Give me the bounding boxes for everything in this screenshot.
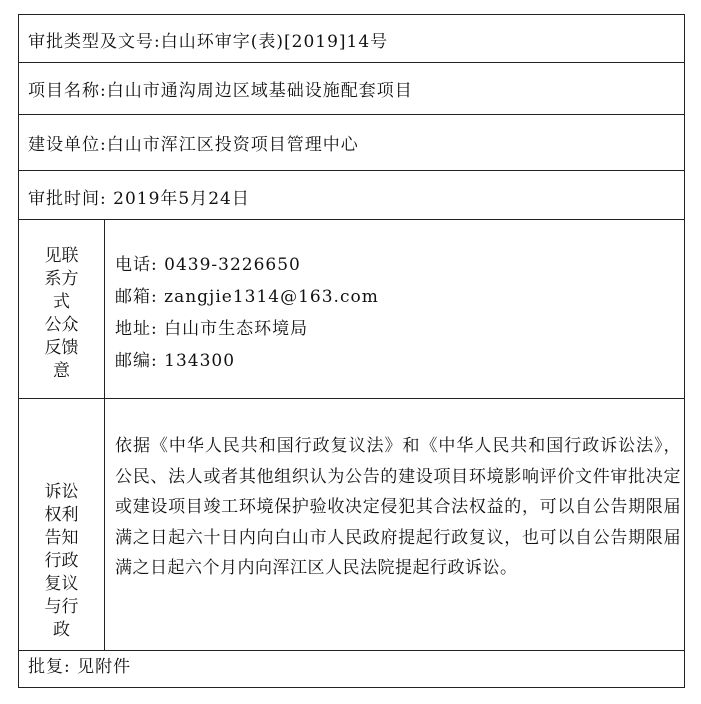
- row-builder: [19, 115, 684, 171]
- feedback-label-line: 系方: [44, 269, 79, 289]
- litigation-label-line: 复议: [44, 574, 79, 594]
- approval-time-text: 审批时间: 2019年5月24日: [28, 189, 250, 209]
- approval-type-text: 审批类型及文号:白山环审字(表)[2019]14号: [28, 32, 389, 52]
- contact-phone: 电话: 0439-3226650: [115, 255, 301, 275]
- litigation-side-label: [19, 399, 105, 650]
- row-litigation: [19, 399, 684, 651]
- feedback-label-line: 反馈: [44, 338, 79, 358]
- approval-table: [18, 14, 685, 688]
- project-name-text: 项目名称:白山市通沟周边区域基础设施配套项目: [28, 81, 413, 101]
- row-approval-time: [19, 171, 684, 220]
- litigation-notice-text: 依据《中华人民共和国行政复议法》和《中华人民共和国行政诉讼法》，公民、法人或者其他组织认为公告的建设项目环境影响评价文件审批决定或建设项目竣工环境保护验收决定侵犯其合法权益的，可以自公告期限届满之日起六十日内向白山市人民政府提起行政复议，也可以自公告期限届满之日起六个月内向浑江区人民法院提起行政诉讼。: [115, 436, 681, 578]
- litigation-label-line: 政: [53, 620, 70, 640]
- feedback-label: [19, 245, 104, 383]
- contact-email: 邮箱: zangjie1314@163.com: [115, 287, 379, 307]
- row-feedback: [19, 220, 684, 399]
- row-project-name: [19, 63, 684, 115]
- reply-text: 批复: 见附件: [28, 657, 132, 677]
- row-reply: [19, 651, 684, 687]
- feedback-side-label: [19, 220, 105, 398]
- litigation-label-line: 与行: [44, 597, 79, 617]
- litigation-label-line: 行政: [44, 551, 79, 571]
- feedback-label-line: 意: [53, 361, 70, 381]
- feedback-label-line: 公众: [44, 315, 79, 335]
- litigation-label-line: 诉讼: [44, 482, 79, 502]
- feedback-label-line: 见联: [44, 246, 79, 266]
- litigation-label: [19, 481, 104, 642]
- contact-address: 地址: 白山市生态环境局: [115, 319, 309, 339]
- contact-postcode: 邮编: 134300: [115, 351, 236, 371]
- row-approval-type: [19, 15, 684, 63]
- builder-text: 建设单位:白山市浑江区投资项目管理中心: [28, 135, 359, 155]
- litigation-label-line: 权利: [44, 505, 79, 525]
- feedback-label-line: 式: [53, 292, 70, 312]
- litigation-label-line: 告知: [44, 528, 79, 548]
